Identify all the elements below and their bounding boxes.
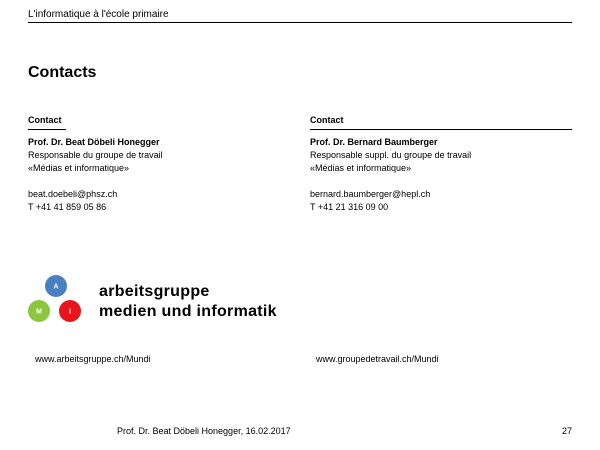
header-divider (28, 22, 572, 23)
contact-block-left (28, 136, 163, 214)
logo-letter-i: I (69, 308, 71, 316)
link-groupedetravail[interactable]: www.groupedetravail.ch/Mundi (316, 354, 439, 364)
page-number: 27 (562, 426, 573, 436)
contact-label-right: Contact (310, 115, 344, 125)
contact-name: Prof. Dr. Beat Döbeli Honegger (28, 137, 160, 147)
contact-role: Responsable suppl. du groupe de travail (310, 150, 472, 160)
logo-wordmark (99, 282, 277, 322)
contact-block-right (310, 136, 471, 214)
contact-email[interactable]: beat.doebeli@phsz.ch (28, 189, 118, 199)
contact-group: «Médias et informatique» (28, 163, 130, 173)
contact-group: «Médias et informatique» (310, 163, 412, 173)
contact-role: Responsable du groupe de travail (28, 150, 163, 160)
contact-phone: T +41 21 316 09 00 (310, 202, 389, 212)
contact-name: Prof. Dr. Bernard Baumberger (310, 137, 438, 147)
footer-author-date: Prof. Dr. Beat Döbeli Honegger, 16.02.2017 (117, 426, 291, 436)
logo-line-2: medien und informatik (99, 303, 277, 320)
ami-logo-icon (24, 274, 84, 326)
header-course-title: L'informatique à l'école primaire (28, 9, 169, 20)
contact-label-left: Contact (28, 115, 62, 125)
link-arbeitsgruppe[interactable]: www.arbeitsgruppe.ch/Mundi (35, 354, 151, 364)
contact-rule-right (310, 129, 572, 130)
logo-letter-m: M (36, 308, 42, 316)
logo-line-1: arbeitsgruppe (99, 283, 210, 300)
contact-phone: T +41 41 859 05 86 (28, 202, 107, 212)
page-title: Contacts (28, 64, 97, 81)
logo-letter-a: A (53, 283, 59, 291)
contact-email[interactable]: bernard.baumberger@hepl.ch (310, 189, 431, 199)
contact-rule-left (28, 129, 66, 130)
